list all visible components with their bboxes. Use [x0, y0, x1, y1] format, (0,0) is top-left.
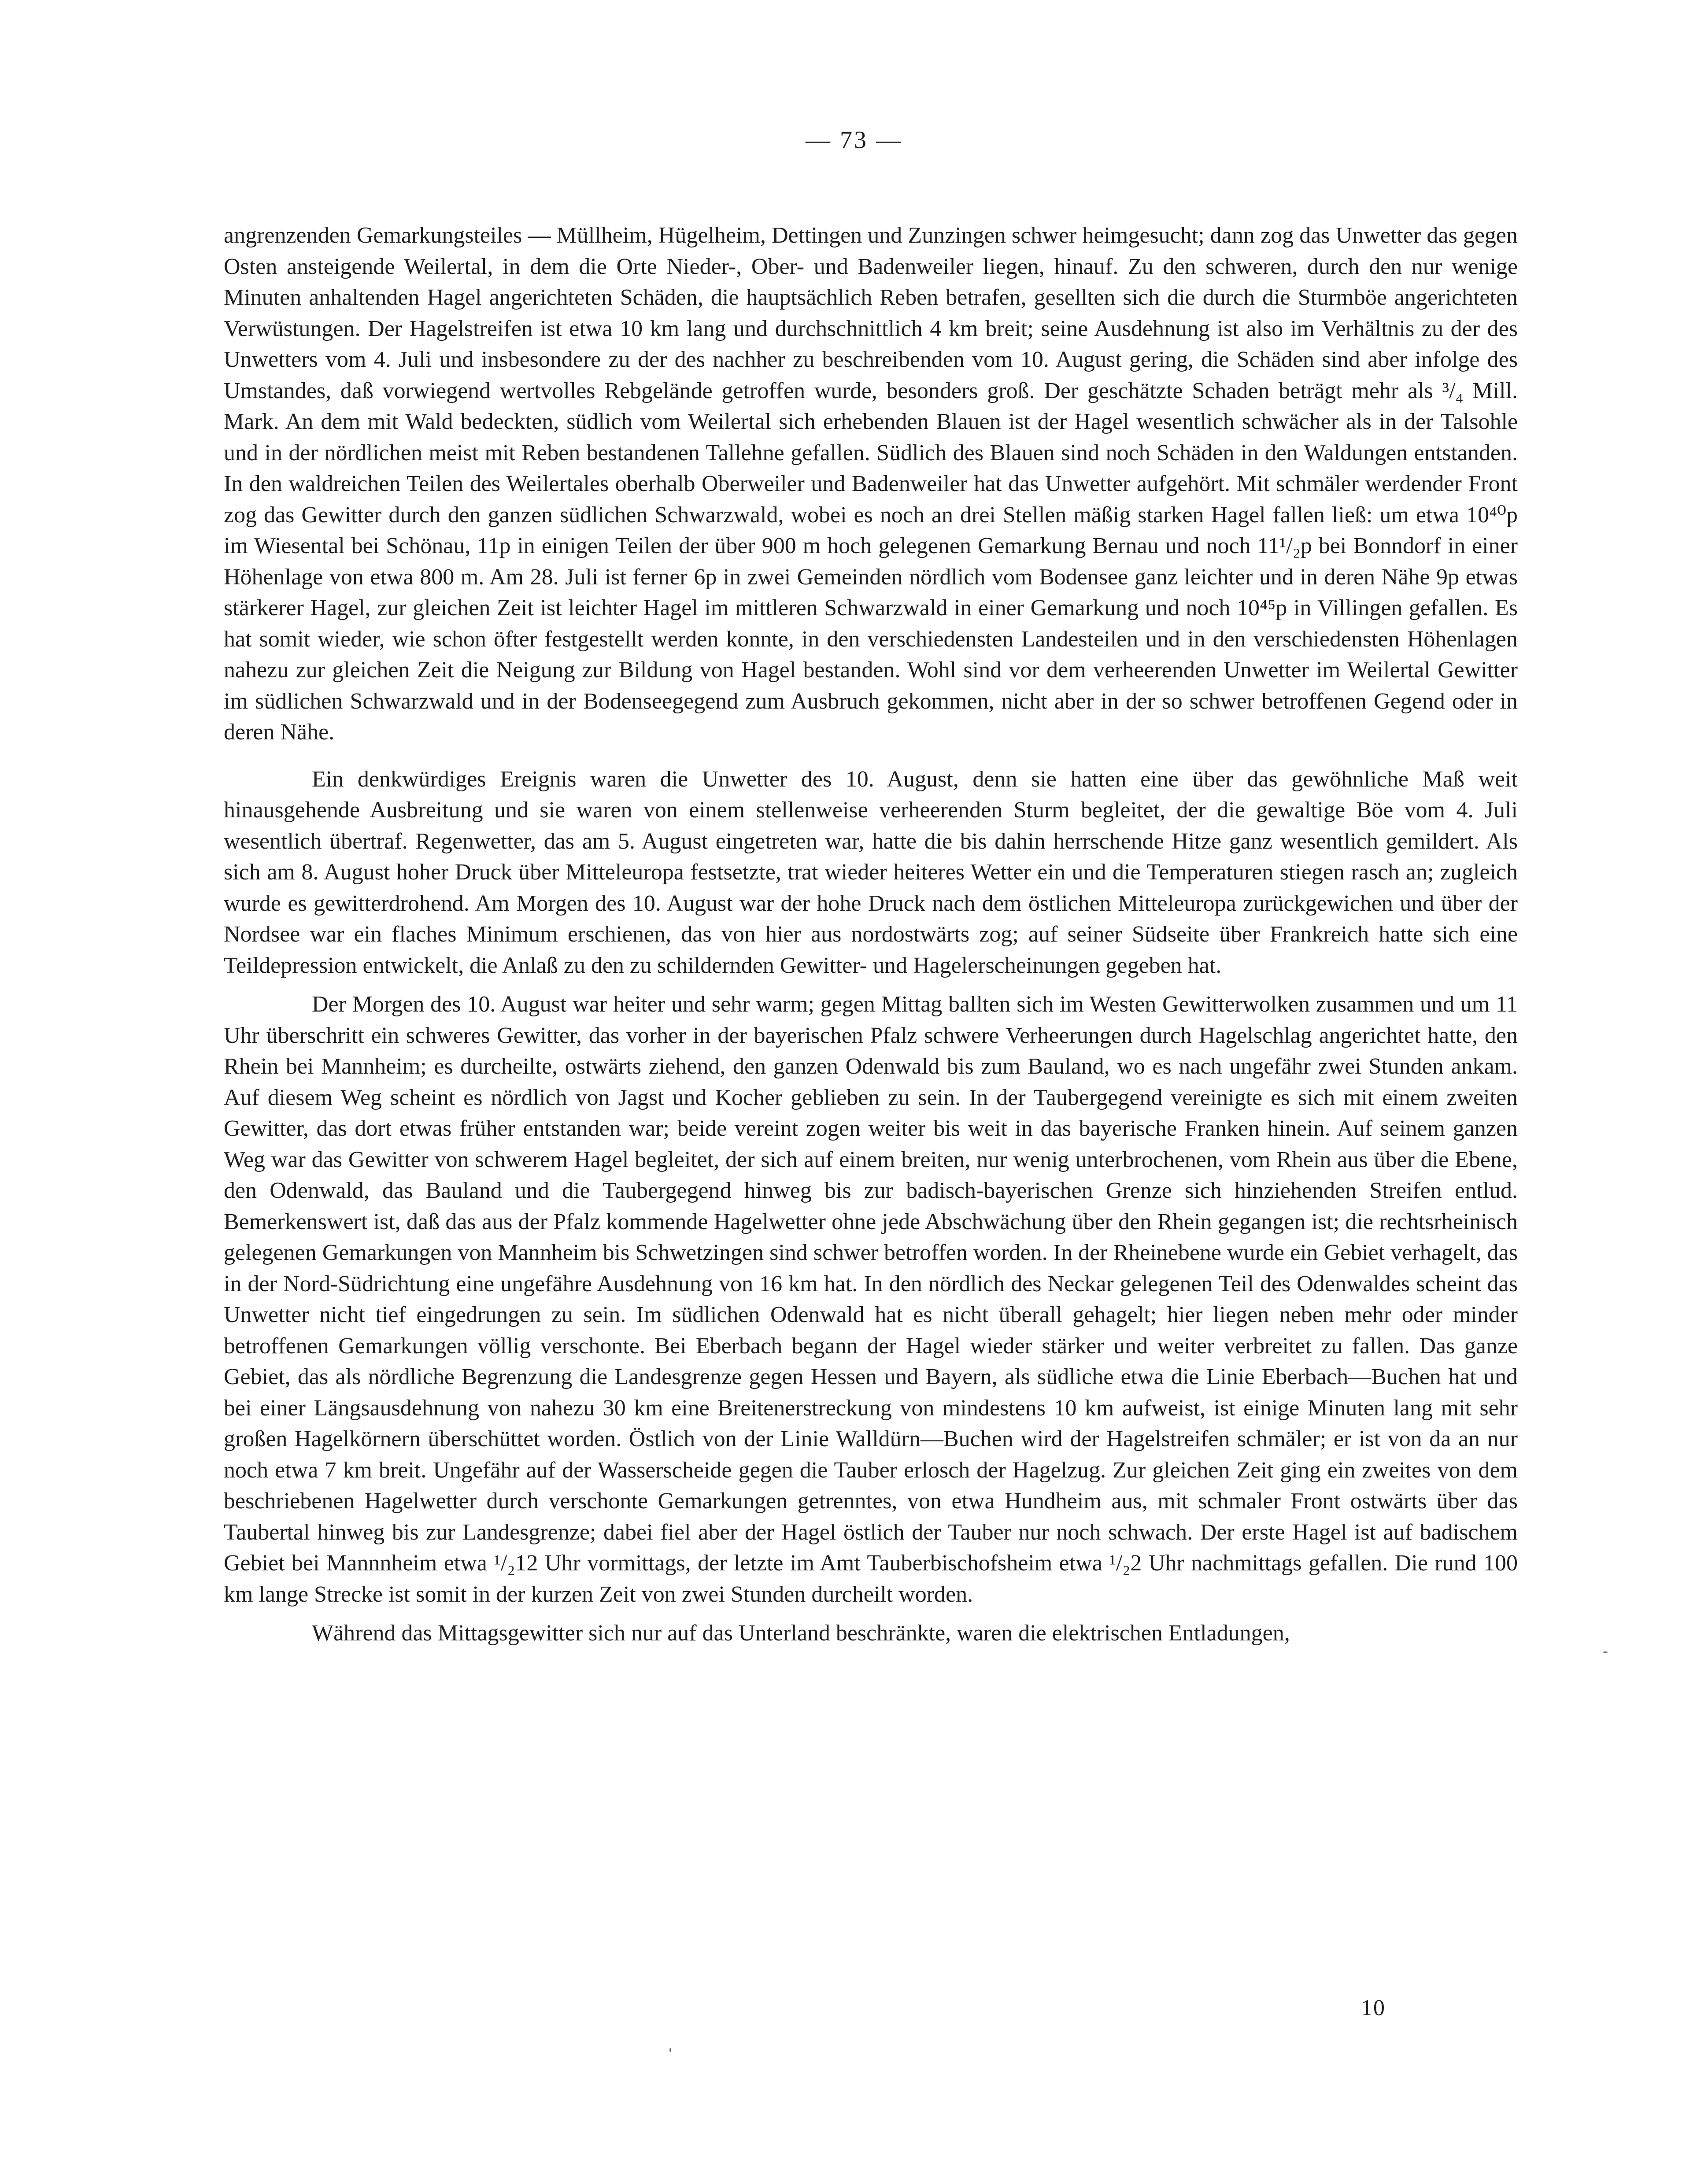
scan-speck-1: [1603, 1651, 1608, 1653]
paragraph-2: Ein denkwürdiges Ereignis waren die Unwetter des 10. August, denn sie hatten eine über das gewöhnliche Maß weit hinausgehende Ausbreitung und sie waren von einem stellenweise verheerenden Sturm begleitet, der die gewaltige Böe vom 4. Juli wesentlich übertraf. Regenwetter, das am 5. August eingetreten war, hatte die bis dahin herrschende Hitze ganz wesentlich gemildert. Als sich am 8. August hoher Druck über Mitteleuropa festsetzte, trat wieder heiteres Wetter ein und die Temperaturen stiegen rasch an; zugleich wurde es gewitterdrohend. Am Morgen des 10. August war der hohe Druck nach dem östlichen Mitteleuropa zurückgewichen und über der Nordsee war ein flaches Minimum erschienen, das von hier aus nordostwärts zog; auf seiner Südseite über Frankreich hatte sich eine Teildepression entwickelt, die Anlaß zu den zu schildernden Gewitter- und Hagelerscheinungen gegeben hat.: [224, 766, 1518, 978]
paragraph-4: Während das Mittagsgewitter sich nur auf das Unterland beschränkte, waren die elektrischen Entladungen,: [312, 1621, 1290, 1646]
paragraph-1: angrenzenden Gemarkungsteiles — Müllheim, Hügelheim, Dettingen und Zunzingen schwer heimgesucht; dann zog das Unwetter das gegen Osten ansteigende Weilertal, in dem die Orte Nieder-, Ober- und Badenweiler liegen, hinauf. Zu den schweren, durch den nur wenige Minuten anhaltenden Hagel angerichteten Schäden, die hauptsächlich Reben betrafen, gesellten sich die durch die Sturmböe angerichteten Verwüstungen. Der Hagelstreifen ist etwa 10 km lang und durchschnittlich 4 km breit; seine Ausdehnung ist also im Verhältnis zu der des Unwetters vom 4. Juli und insbesondere zu der des nachher zu beschreibenden vom 10. August gering, die Schäden sind aber infolge des Umstandes, daß vorwiegend wertvolles Rebgelände getroffen wurde, besonders groß. Der geschätzte Schaden beträgt mehr als ³/₄ Mill. Mark. An dem mit Wald bedeckten, südlich vom Weilertal sich erhebenden Blauen ist der Hagel wesentlich schwächer als in der Talsohle und in der nördlichen meist mit Reben bestandenen Tallehne gefallen. Südlich des Blauen sind noch Schäden in den Waldungen entstanden. In den waldreichen Teilen des Weilertales oberhalb Oberweiler und Badenweiler hat das Unwetter aufgehört. Mit schmäler werdender Front zog das Gewitter durch den ganzen südlichen Schwarzwald, wobei es noch an drei Stellen mäßig starken Hagel fallen ließ: um etwa 10⁴⁰p im Wiesental bei Schönau, 11p in einigen Teilen der über 900 m hoch gelegenen Gemarkung Bernau und noch 11¹/₂p bei Bonndorf in einer Höhenlage von etwa 800 m. Am 28. Juli ist ferner 6p in zwei Gemeinden nördlich vom Bodensee ganz leichter und in deren Nähe 9p etwas stärkerer Hagel, zur gleichen Zeit ist leichter Hagel im mittleren Schwarzwald in einer Gemarkung und noch 10⁴⁵p in Villingen gefallen. Es hat somit wieder, wie schon öfter festgestellt werden konnte, in den verschiedensten Landesteilen und in den verschiedensten Höhenlagen nahezu zur gleichen Zeit die Neigung zur Bildung von Hagel bestanden. Wohl sind vor dem verheerenden Unwetter im Weilertal Gewitter im südlichen Schwarzwald und in der Bodenseegegend zum Ausbruch gekommen, nicht aber in der so schwer betroffenen Gegend oder in deren Nähe.: [224, 223, 1518, 745]
scan-speck-2: [669, 2048, 671, 2052]
paragraph-3: Der Morgen des 10. August war heiter und sehr warm; gegen Mittag ballten sich im Westen Gewitterwolken zusammen und um 11 Uhr überschritt ein schweres Gewitter, das vorher in der bayerischen Pfalz schwere Verheerungen durch Hagelschlag angerichtet hatte, den Rhein bei Mannheim; es durcheilte, ostwärts ziehend, den ganzen Odenwald bis zum Bauland, wo es nach ungefähr zwei Stunden ankam. Auf diesem Weg scheint es nördlich von Jagst und Kocher geblieben zu sein. In der Taubergegend vereinigte es sich mit einem zweiten Gewitter, das dort etwas früher entstanden war; beide vereint zogen weiter bis weit in das bayerische Franken hinein. Auf seinem ganzen Weg war das Gewitter von schwerem Hagel begleitet, der sich auf einem breiten, nur wenig unterbrochenen, vom Rhein aus über die Ebene, den Odenwald, das Bauland und die Taubergegend hinweg bis zur badisch-bayerischen Grenze sich hinziehenden Streifen entlud. Bemerkenswert ist, daß das aus der Pfalz kommende Hagelwetter ohne jede Abschwächung über den Rhein gegangen ist; die rechtsrheinisch gelegenen Gemarkungen von Mannheim bis Schwetzingen sind schwer betroffen worden. In der Rheinebene wurde ein Gebiet verhagelt, das in der Nord-Südrichtung eine ungefähre Ausdehnung von 16 km hat. In den nördlich des Neckar gelegenen Teil des Odenwaldes scheint das Unwetter nicht tief eingedrungen zu sein. Im südlichen Odenwald hat es nicht überall gehagelt; hier liegen neben mehr oder minder betroffenen Gemarkungen völlig verschonte. Bei Eberbach begann der Hagel wieder stärker und weiter verbreitet zu fallen. Das ganze Gebiet, das als nördliche Begrenzung die Landesgrenze gegen Hessen und Bayern, als südliche etwa die Linie Eberbach—Buchen hat und bei einer Längsausdehnung von nahezu 30 km eine Breitenerstreckung von mindestens 10 km aufweist, ist einige Minuten lang mit sehr großen Hagelkörnern überschüttet worden. Östlich von der Linie Walldürn—Buchen wird der Hagelstreifen schmäler; er ist von da an nur noch etwa 7 km breit. Ungefähr auf der Wasserscheide gegen die Tauber erlosch der Hagelzug. Zur gleichen Zeit ging ein zweites von dem beschriebenen Hagelwetter durch verschonte Gemarkungen getrenntes, von etwa Hundheim aus, mit schmaler Front ostwärts über das Taubertal hinweg bis zur Landesgrenze; dabei fiel aber der Hagel östlich der Tauber nur noch schwach. Der erste Hagel ist auf badischem Gebiet bei Mannnheim etwa ¹/₂12 Uhr vormittags, der letzte im Amt Tauberbischofsheim etwa ¹/₂2 Uhr nachmittags gefallen. Die rund 100 km lange Strecke ist somit in der kurzen Zeit von zwei Stunden durcheilt worden.: [224, 992, 1518, 1607]
signature-mark: 10: [1361, 1995, 1386, 2020]
page-number-header: — 73 —: [806, 126, 902, 154]
body-text: [224, 220, 1518, 1649]
